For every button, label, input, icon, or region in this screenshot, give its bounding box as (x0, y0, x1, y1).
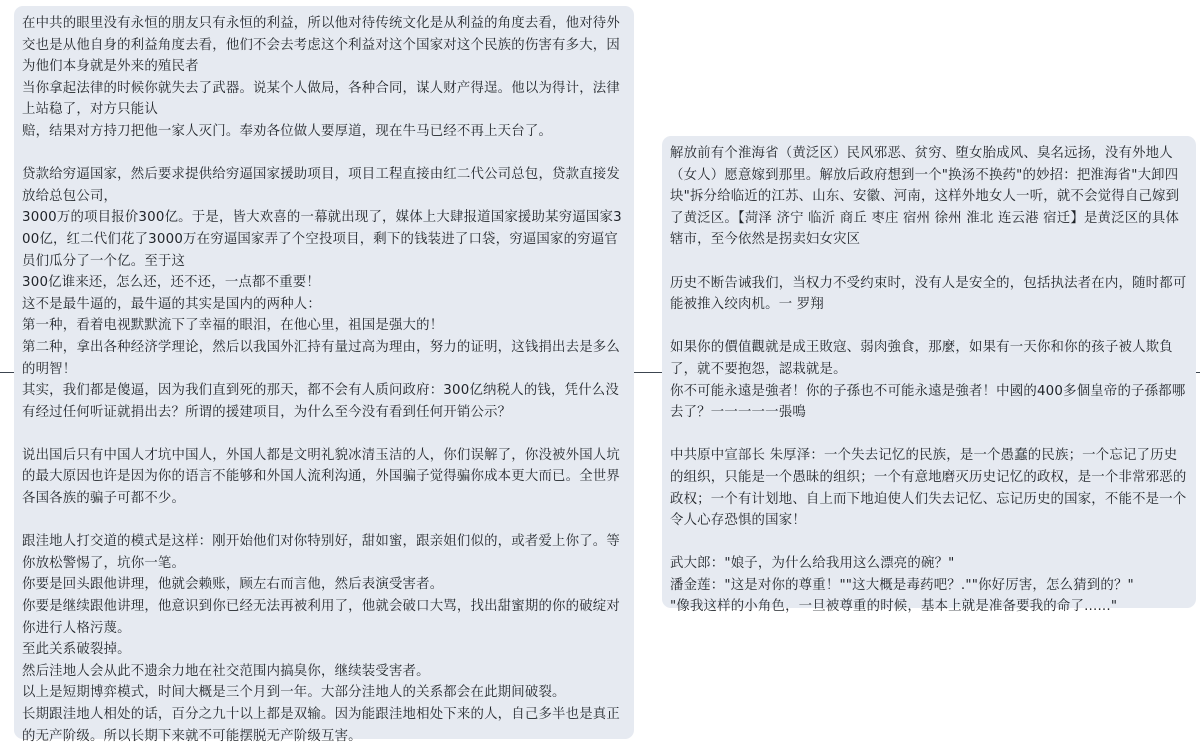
left-node-text-line: 至此关系破裂掉。 (22, 642, 131, 658)
left-node-text-line: 说出国后只有中国人才坑中国人，外国人都是文明礼貌冰清玉洁的人，你们误解了，你没被外国人坑的最大原因也许是因为你的语言不能够和外国人流利沟通，外国骗子觉得骗你成本更大而已。全世界各国各族的骗子可都不少。 (22, 447, 620, 507)
left-node-text-line: 在中共的眼里没有永恒的朋友只有永恒的利益，所以他对待传统文化是从利益的角度去看，他对待外交也是从他自身的利益角度去看，他们不会去考虑这个利益对这个国家对这个民族的伤害有多大，因为他们本身就是外来的殖民者 (22, 16, 620, 75)
left-node-text-line: 你要是继续跟他讲理，他意识到你已经无法再被利用了，他就会破口大骂，找出甜蜜期的你的破绽对你进行人格污蔑。 (22, 599, 620, 636)
left-node-text-line: 这不是最牛逼的，最牛逼的其实是国内的两种人： (22, 296, 321, 312)
right-node-paragraph (670, 445, 1190, 531)
left-node-text-line: 其实，我们都是傻逼，因为我们直到死的那天，都不会有人质问政府：300亿纳税人的钱，凭什么没有经过任何听证就捐出去？所谓的援建项目，为什么至今没有看到任何开销公示？ (22, 383, 619, 420)
right-node-text-line: 武大郎："娘子，为什么给我用这么漂亮的碗？" (670, 556, 955, 572)
right-node-text-line: 中共原中宣部长 朱厚泽：一个失去记忆的民族，是一个愚蠢的民族；一个忘记了历史的组织，只能是一个愚昧的组织；一个有意地磨灭历史记忆的政权，是一个非常邪恶的政权；一个有计划地、自上而下地迫使人们失去记忆、忘记历史的国家，不能不是一个令人心存恐惧的国家！ (670, 448, 1187, 529)
left-node-text-line: 第二种，拿出各种经济学理论，然后以我国外汇持有量过高为理由，努力的证明，这钱捐出去是多么的明智！ (22, 339, 620, 377)
mindmap-node-left[interactable] (14, 6, 634, 744)
right-node-text-line: 解放前有个淮海省（黄泛区）民风邪恶、贫穷、堕女胎成风、臭名远扬，没有外地人（女人）愿意嫁到那里。解放后政府想到一个"换汤不换药"的妙招：把淮海省"大卸四块"拆分给临近的江苏、山东、安徽、河南，这样外地女人一听，就不会觉得自己嫁到了黄泛区。【菏泽 济宁 临沂 商丘 枣庄 宿州 徐州 淮北 连云港 宿迁】是黄泛区的具体辖市，至今依然是拐卖妇女灾区 (670, 146, 1180, 248)
left-node-paragraph (22, 13, 628, 143)
left-node-text-line: 你要是回头跟他讲理，他就会赖账，顾左右而言他，然后表演受害者。 (22, 577, 444, 593)
left-node-paragraph (22, 445, 628, 510)
right-node-text-line: 你不可能永遠是強者！你的子孫也不可能永遠是強者！中國的400多個皇帝的子孫都哪去了？一一一一一張鳴 (670, 383, 1186, 421)
right-node-paragraph (670, 273, 1190, 316)
right-node-text-line: 历史不断告诫我们，当权力不受约束时，没有人是安全的，包括执法者在内，随时都可能被推入绞肉机。一 罗翔 (670, 275, 1187, 313)
left-node-text-line: 当你拿起法律的时候你就失去了武器。说某个人做局，各种合同，谋人财产得逞。他以为得计，法律上站稳了，对方只能认 (22, 80, 620, 118)
left-node-text-line: 3000万的项目报价300亿。于是，皆大欢喜的一幕就出现了，媒体上大肆报道国家援助某穷逼国家300亿，红二代们花了3000万在穷逼国家弄了个空投项目，剩下的钱装进了口袋，穷逼国家的穷逼官员们瓜分了一个亿。至于这 (22, 210, 622, 269)
left-node-text-line: 贷款给穷逼国家，然后要求提供给穷逼国家援助项目，项目工程直接由红二代公司总包，贷款直接发放给总包公司， (22, 167, 620, 204)
connector-right-stub (1196, 372, 1200, 373)
right-node-paragraph (670, 553, 1190, 618)
connector-left-stub (0, 372, 14, 373)
left-node-text-line: 长期跟洼地人相处的话，百分之九十以上都是双输。因为能跟洼地相处下来的人，自己多半也是真正的无产阶级。所以长期下来就不可能摆脱无产阶级互害。 (22, 707, 620, 744)
left-node-text-line: 300亿谁来还，怎么还，还不还，一点都不重要！ (22, 275, 320, 291)
right-node-paragraph (670, 337, 1190, 423)
left-node-text-line: 以上是短期博弈模式，时间大概是三个月到一年。大部分洼地人的关系都会在此期间破裂。 (22, 685, 566, 701)
right-node-text-line: 潘金莲："这是对你的尊重！""这大概是毒药吧？.""你好厉害，怎么猜到的？" (670, 577, 1134, 593)
left-node-text-line: 第一种，看着电视默默流下了幸福的眼泪，在他心里，祖国是强大的！ (22, 318, 444, 334)
left-node-text-line: 赔，结果对方持刀把他一家人灭门。奉劝各位做人要厚道，现在牛马已经不再上天台了。 (22, 123, 553, 139)
left-node-text-line: 跟洼地人打交道的模式是这样：刚开始他们对你特别好，甜如蜜，跟亲姐们似的，或者爱上你了。等你放松警惕了，坑你一笔。 (22, 534, 620, 571)
left-node-text-line: 然后洼地人会从此不遗余力地在社交范围内搞臭你，继续装受害者。 (22, 663, 430, 679)
connector-between-nodes (634, 372, 662, 373)
right-node-text-line: 如果你的價值觀就是成王敗寇、弱肉強食，那麼，如果有一天你和你的孩子被人欺負了，就不要抱怨，認栽就是。 (670, 340, 1173, 377)
right-node-text-line: "像我这样的小角色，一旦被尊重的时候，基本上就是准备要我的命了......" (670, 599, 1118, 615)
left-node-paragraph (22, 164, 628, 423)
left-node-paragraph (22, 531, 628, 745)
right-node-paragraph (670, 143, 1190, 251)
mindmap-node-right[interactable] (662, 136, 1196, 615)
